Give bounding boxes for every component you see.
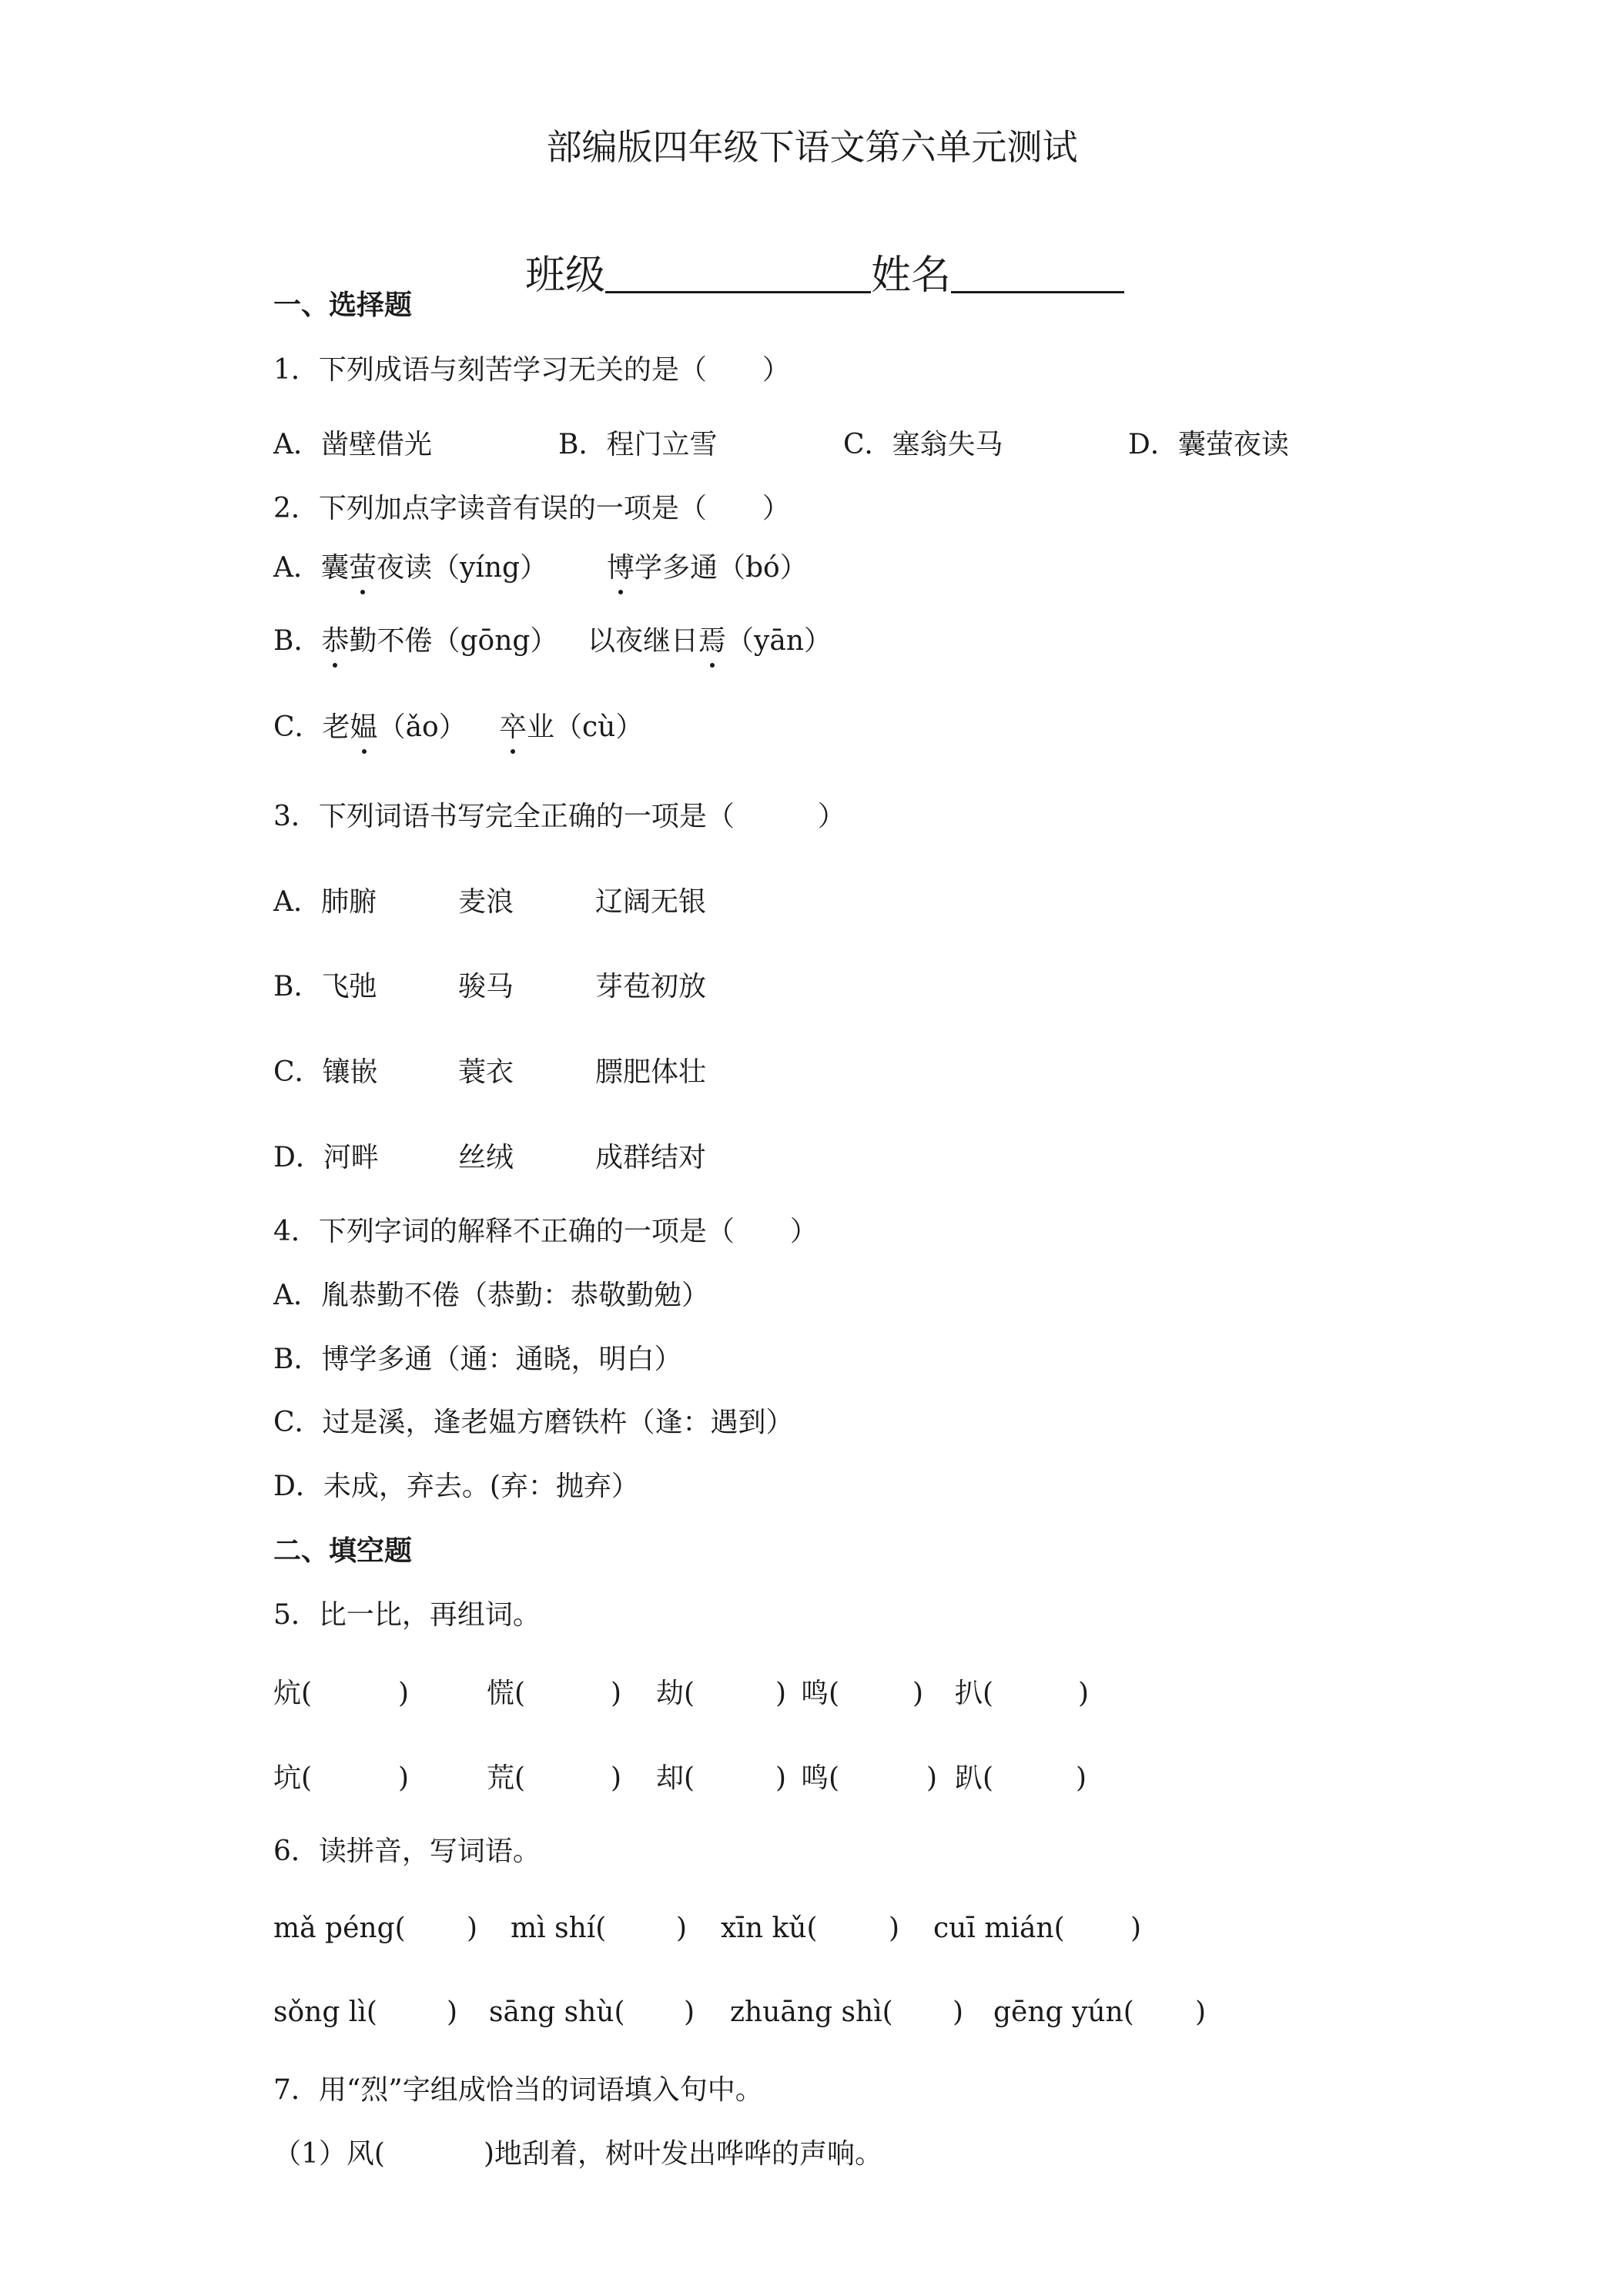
name-blank[interactable] (951, 260, 1124, 293)
name-label: 姓名 (871, 253, 952, 299)
q5-r1-close3: ) (775, 1678, 787, 1709)
q2-a-dotted-char: 萤 (349, 552, 377, 584)
q5-r1-item1: 炕( (273, 1678, 313, 1709)
q3-row-c-word3: 膘肥体壮 (595, 1056, 707, 1088)
class-name-line (0, 216, 1624, 299)
q2-b-prefix: B． (273, 625, 322, 657)
q6-r2-item2: sāng shù( (489, 1996, 625, 2028)
q2-option-a (273, 554, 547, 582)
q5-r2-item4: 鸣( (801, 1762, 840, 1794)
q1-option-d: D．囊萤夜读 (1128, 429, 1289, 460)
q2-option-c-second (499, 711, 644, 743)
page-title: 部编版四年级下语文第六单元测试 (546, 126, 1078, 168)
q2-stem: 2．下列加点字读音有误的一项是（ ） (273, 493, 790, 524)
q6-stem: 6．读拼音，写词语。 (273, 1836, 541, 1867)
q5-r1-item4: 鸣( (801, 1678, 840, 1709)
q5-stem: 5．比一比，再组词。 (273, 1599, 541, 1631)
q3-row-a-word3: 辽阔无银 (595, 886, 707, 918)
q5-r2-item5: 趴( (955, 1762, 994, 1794)
q6-r1-close4: ) (1130, 1913, 1142, 1944)
q5-r2-close3: ) (775, 1762, 787, 1794)
q7-stem: 7．用“烈”字组成恰当的词语填入句中。 (273, 2074, 763, 2106)
q2-a-rest: 夜读（yíng） (377, 552, 548, 584)
q4-stem: 4．下列字词的解释不正确的一项是（ ） (273, 1216, 818, 1247)
q4-option-c: C．过是溪，逢老媪方磨铁杵（逢：遇到） (273, 1407, 794, 1438)
q2-b-dotted-char: 恭 (321, 625, 350, 657)
q1-stem: 1．下列成语与刻苦学习无关的是（ ） (273, 354, 790, 386)
q5-r2-close2: ) (611, 1762, 622, 1794)
q6-r2-item1: sǒng lì( (273, 1996, 377, 2028)
q5-r1-close4: ) (912, 1678, 924, 1709)
q2-option-b (273, 625, 558, 657)
q2-c2-dotted-char: 卒 (499, 711, 527, 743)
q1-option-b: B．程门立雪 (558, 429, 718, 460)
section-heading-fill: 二、填空题 (273, 1535, 413, 1567)
q2-option-a-second (607, 554, 808, 582)
q1-option-a: A．凿壁借光 (273, 429, 432, 460)
q3-row-a-word2: 麦浪 (458, 886, 514, 918)
q2-b2-rest: （yān） (726, 625, 832, 657)
q2-option-c (273, 711, 467, 743)
q2-a2-dotted-char: 博 (607, 552, 635, 584)
q3-row-a-word1: A．肺腑 (273, 886, 377, 918)
q6-r1-close3: ) (889, 1913, 900, 1944)
q6-r2-close1: ) (447, 1996, 458, 2028)
q2-c-prefix: C．老 (273, 711, 350, 743)
q3-stem: 3．下列词语书写完全正确的一项是（ ） (273, 801, 845, 832)
q4-option-b: B．博学多通（通：通晓，明白） (273, 1344, 682, 1375)
q5-r1-close2: ) (611, 1678, 622, 1709)
q6-r1-item2: mì shí( (511, 1913, 607, 1944)
q2-c-rest: （ǎo） (377, 711, 467, 743)
q2-c-dotted-char: 媪 (350, 711, 378, 743)
q5-r1-close1: ) (398, 1678, 410, 1709)
q3-row-d-word3: 成群结对 (595, 1142, 707, 1173)
q3-row-b-word2: 骏马 (458, 971, 514, 1002)
q5-r1-item2: 慌( (487, 1678, 526, 1709)
q6-r1-close1: ) (467, 1913, 478, 1944)
q2-a-prefix: A．囊 (273, 552, 349, 584)
q6-r2-close2: ) (684, 1996, 695, 2028)
q5-r2-item1: 坑( (273, 1762, 313, 1794)
q6-r2-close3: ) (953, 1996, 964, 2028)
q3-row-c-word1: C．镶嵌 (273, 1056, 378, 1088)
q6-r2-item3: zhuāng shì( (730, 1996, 893, 2028)
q5-r1-item5: 扒( (955, 1678, 994, 1709)
class-blank[interactable] (605, 260, 871, 293)
q5-r2-close1: ) (398, 1762, 410, 1794)
section-heading-choice: 一、选择题 (273, 289, 413, 321)
q3-row-d-word1: D．河畔 (273, 1142, 379, 1173)
q4-option-a: A．胤恭勤不倦（恭勤：恭敬勤勉） (273, 1280, 709, 1311)
q6-r1-item1: mǎ péng( (273, 1913, 406, 1944)
q3-row-c-word2: 蓑衣 (458, 1056, 514, 1088)
q1-option-c: C．塞翁失马 (843, 429, 1003, 460)
q5-r2-close5: ) (1076, 1762, 1087, 1794)
q5-r2-item2: 荒( (487, 1762, 526, 1794)
q5-r2-item3: 却( (656, 1762, 695, 1794)
q6-r1-item3: xīn kǔ( (721, 1913, 818, 1944)
q2-b2-prefix: 以夜继日 (588, 625, 699, 657)
q6-r1-item4: cuī mián( (933, 1913, 1065, 1944)
q7-item1-prefix: （1）风( (273, 2138, 385, 2170)
q7-item1-suffix: )地刮着，树叶发出哗哗的声响。 (484, 2138, 883, 2170)
q5-r1-item3: 劫( (656, 1678, 695, 1709)
q6-r2-close4: ) (1195, 1996, 1207, 2028)
q4-option-d: D．未成，弃去。(弃：抛弃） (273, 1471, 639, 1502)
q5-r1-close5: ) (1078, 1678, 1090, 1709)
q2-a2-rest: 学多通（bó） (635, 552, 808, 584)
q3-row-b-word3: 芽苞初放 (595, 971, 707, 1002)
q6-r2-item4: gēng yún( (993, 1996, 1134, 2028)
q2-b-rest: 勤不倦（gōng） (349, 625, 558, 657)
q2-b2-dotted-char: 焉 (698, 625, 727, 657)
q6-r1-close2: ) (676, 1913, 688, 1944)
q3-row-b-word1: B．飞弛 (273, 971, 377, 1002)
q2-option-b-second (588, 625, 832, 657)
class-label: 班级 (525, 253, 606, 299)
q3-row-d-word2: 丝绒 (458, 1142, 514, 1173)
q5-r2-close4: ) (926, 1762, 938, 1794)
q2-c2-rest: 业（cù） (527, 711, 644, 743)
